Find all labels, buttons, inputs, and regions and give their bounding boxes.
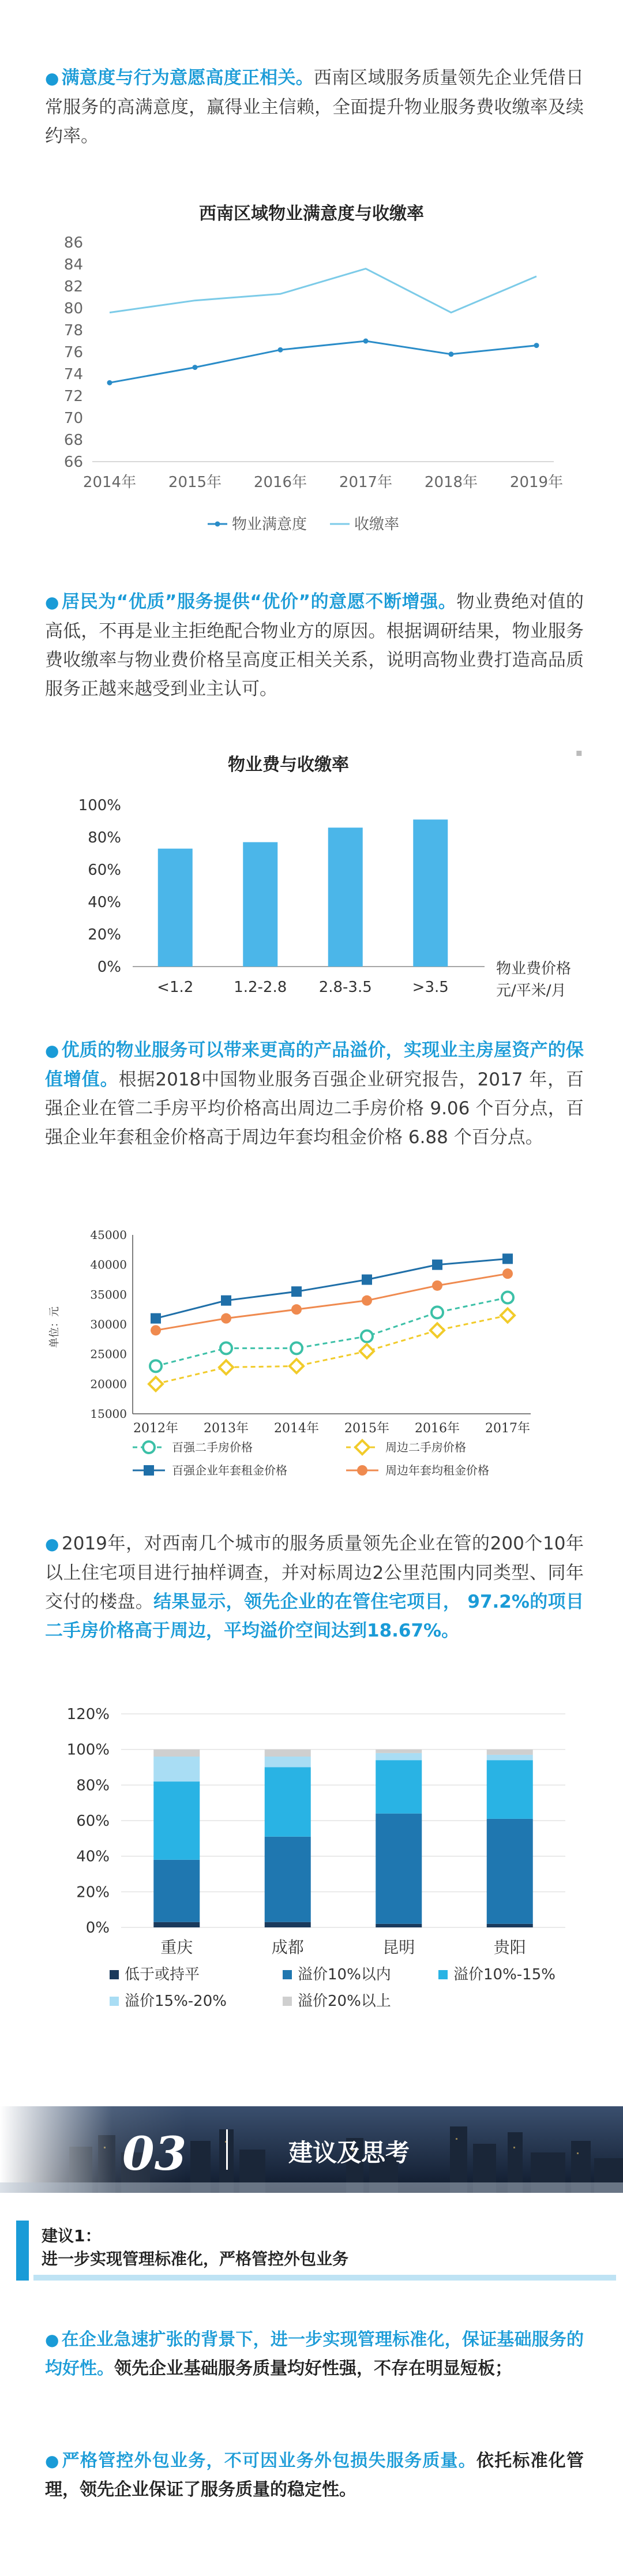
data-point <box>291 1286 302 1297</box>
bar <box>158 849 193 967</box>
bar-segment <box>265 1750 311 1757</box>
bar-segment <box>487 1755 533 1760</box>
corner-mark: ▪ <box>575 747 583 759</box>
x-tick-label: >3.5 <box>412 979 449 996</box>
legend-swatch <box>110 1970 119 1979</box>
data-point <box>501 1309 515 1323</box>
data-point <box>360 1345 374 1358</box>
chart-title: 物业费与收缴率 <box>228 755 349 775</box>
y-tick-label: 40000 <box>90 1257 127 1272</box>
y-tick-label: 82 <box>63 278 83 295</box>
city-skyline-image <box>0 2106 623 2193</box>
advice-bullet-1-body: 领先企业基础服务质量均好性强，不存在明显短板； <box>114 2358 512 2379</box>
x-tick-label: 2016年 <box>415 1421 460 1436</box>
bar <box>328 828 363 967</box>
y-tick-label: 100% <box>78 797 121 814</box>
chart-title: 西南区域物业满意度与收缴率 <box>199 204 424 224</box>
advice-text: 进一步实现管理标准化，严格管控外包业务 <box>42 2249 349 2268</box>
bar-segment <box>376 1924 422 1927</box>
bar-segment <box>153 1750 200 1757</box>
x-tick-label: 2013年 <box>204 1421 249 1436</box>
banner-divider <box>226 2129 228 2170</box>
legend-marker <box>215 522 220 527</box>
legend-swatch <box>283 1970 292 1979</box>
x-tick-label: 2015年 <box>344 1421 389 1436</box>
y-tick-label: 40% <box>88 894 121 911</box>
chart-fee-collection <box>35 739 600 1004</box>
bullet-dot-icon: ● <box>45 2451 60 2470</box>
x-tick-label: 2014年 <box>82 474 137 491</box>
data-point <box>193 365 198 370</box>
legend-marker <box>355 1440 369 1454</box>
bar-segment <box>153 1860 200 1922</box>
bar-segment <box>153 1781 200 1860</box>
y-tick-label: 68 <box>63 432 83 449</box>
y-tick-label: 40% <box>76 1848 110 1866</box>
y-tick-label: 30000 <box>90 1317 127 1331</box>
advice-bullet-1-lead: 在企业急速扩张的背景下，进一步实现管理标准化，保证基础服务的均好性。 <box>45 2330 584 2379</box>
section-3-text <box>45 1036 584 1152</box>
series-line-2 <box>156 1259 508 1318</box>
x-tick-label: 重庆 <box>160 1938 193 1957</box>
legend-swatch <box>283 1997 292 2006</box>
section-2-text <box>45 587 584 703</box>
y-tick-label: 100% <box>66 1741 110 1759</box>
data-point <box>432 1280 442 1291</box>
x-tick-label: <1.2 <box>157 979 194 996</box>
x-tick-label: 2017年 <box>339 474 393 491</box>
y-tick-label: 45000 <box>90 1228 127 1242</box>
bar-segment <box>265 1837 311 1922</box>
y-tick-label: 76 <box>63 344 83 361</box>
legend-label: 周边二手房价格 <box>385 1440 466 1454</box>
y-tick-label: 20000 <box>90 1377 127 1391</box>
bar-segment <box>487 1924 533 1927</box>
chart-premium-distribution <box>35 1697 588 2043</box>
x-axis-label-line2: 元/平米/月 <box>496 982 566 999</box>
data-point <box>219 1360 233 1374</box>
bar-segment <box>487 1760 533 1819</box>
bar-segment <box>265 1757 311 1768</box>
legend-label: 溢价10%以内 <box>298 1966 391 1983</box>
x-tick-label: 2016年 <box>253 474 307 491</box>
section-2-lead: 居民为“优质”服务提供“优价”的意愿不断增强。 <box>62 591 457 612</box>
legend-label: 溢价15%-20% <box>125 1993 227 2010</box>
bar-segment <box>376 1753 422 1760</box>
data-point <box>221 1313 231 1324</box>
section-4-lead: 结果显示，领先企业的在管住宅项目， 97.2%的项目二手房价格高于周边，平均溢价空间达到18.67%。 <box>45 1592 584 1641</box>
series-line-0 <box>110 341 536 383</box>
x-tick-label: 昆明 <box>382 1938 415 1957</box>
legend-swatch <box>110 1997 119 2006</box>
series-line-1 <box>110 269 536 313</box>
y-tick-label: 84 <box>63 256 83 274</box>
y-tick-label: 80 <box>63 300 83 317</box>
data-point <box>502 1253 513 1264</box>
section-2-body: 物业费绝对值的高低，不再是业主拒绝配合物业方的原因。根据调研结果，物业服务费收缴率与物业费价格呈高度正相关关系，说明高物业费打造高品质服务正越来越受到业主认可。 <box>45 591 584 699</box>
legend-label: 溢价20%以上 <box>298 1993 391 2010</box>
x-tick-label: 成都 <box>271 1938 304 1957</box>
data-point <box>361 1331 373 1342</box>
data-point <box>362 1275 372 1285</box>
data-point <box>278 347 283 353</box>
advice-bullet-2 <box>45 2447 584 2504</box>
legend-label: 溢价10%-15% <box>453 1966 556 1983</box>
data-point <box>502 1268 513 1279</box>
banner-number: 03 <box>122 2126 187 2181</box>
data-point <box>150 1360 162 1372</box>
y-tick-label: 80% <box>88 829 121 847</box>
y-tick-label: 80% <box>76 1777 110 1795</box>
y-tick-label: 20% <box>76 1884 110 1901</box>
y-tick-label: 60% <box>88 862 121 879</box>
bar-segment <box>376 1750 422 1753</box>
bullet-dot-icon: ● <box>45 1534 60 1553</box>
y-tick-label: 60% <box>76 1813 110 1830</box>
data-point <box>291 1304 302 1315</box>
section-3-lead: 优质的物业服务可以带来更高的产品溢价，实现业主房屋资产的保值增值。 <box>45 1040 584 1090</box>
bar-segment <box>265 1768 311 1837</box>
bar-segment <box>153 1757 200 1781</box>
bullet-dot-icon: ● <box>45 1041 59 1060</box>
bullet-dot-icon: ● <box>45 593 60 612</box>
y-tick-label: 86 <box>63 234 83 252</box>
series-line-3 <box>156 1274 508 1330</box>
y-tick-label: 20% <box>88 926 121 943</box>
bar-segment <box>265 1922 311 1927</box>
y-tick-label: 78 <box>63 322 83 339</box>
section-1-lead: 满意度与行为意愿高度正相关。 <box>61 68 314 88</box>
data-point <box>151 1325 161 1335</box>
data-point <box>449 351 454 357</box>
section-banner <box>0 2106 623 2193</box>
y-tick-label: 0% <box>97 958 121 976</box>
advice-bullet-2-lead: 严格管控外包业务，不可因业务外包损失服务质量。 <box>62 2451 476 2471</box>
legend-label: 收缴率 <box>354 516 400 533</box>
bar-segment <box>487 1819 533 1924</box>
y-tick-label: 35000 <box>90 1287 127 1302</box>
advice-box <box>16 2221 616 2281</box>
x-tick-label: 2014年 <box>274 1421 319 1436</box>
x-tick-label: 2015年 <box>168 474 222 491</box>
series-line-1 <box>156 1316 508 1384</box>
x-tick-label: 2019年 <box>509 474 564 491</box>
section-4-text <box>45 1529 584 1645</box>
legend-label: 百强二手房价格 <box>172 1440 253 1454</box>
data-point <box>362 1296 372 1306</box>
x-tick-label: 2018年 <box>424 474 478 491</box>
data-point <box>290 1359 303 1373</box>
bar-segment <box>376 1814 422 1924</box>
advice-bullet-2-body: 依托标准化管理，领先企业保证了服务质量的稳定性。 <box>45 2451 584 2500</box>
legend-label: 物业满意度 <box>232 516 307 533</box>
y-tick-label: 25000 <box>90 1347 127 1361</box>
y-tick-label: 70 <box>63 410 83 427</box>
data-point <box>430 1323 444 1337</box>
x-axis-label-line1: 物业费价格 <box>496 960 572 978</box>
data-point <box>534 343 539 348</box>
data-point <box>221 1296 231 1306</box>
data-point <box>291 1342 302 1354</box>
y-tick-label: 74 <box>63 366 83 383</box>
x-tick-label: 贵阳 <box>493 1938 526 1957</box>
x-tick-label: 2017年 <box>485 1421 530 1436</box>
bar <box>243 842 277 967</box>
data-point <box>149 1377 163 1391</box>
series-line-0 <box>156 1298 508 1366</box>
legend-marker <box>144 1465 154 1476</box>
data-point <box>220 1342 232 1354</box>
y-axis-label: 单位：元 <box>48 1306 61 1348</box>
section-3-body: 根据2018中国物业服务百强企业研究报告，2017 年，百强企业在管二手房平均价格高出周边二手房价格 9.06 个百分点，百强企业年套租金价格高于周边年套均租金价格 6.88 个百分点。 <box>45 1069 584 1148</box>
legend-marker <box>357 1465 367 1476</box>
y-tick-label: 66 <box>63 454 83 471</box>
data-point <box>363 339 369 344</box>
data-point <box>502 1292 513 1304</box>
x-tick-label: 2012年 <box>133 1421 178 1436</box>
bar-segment <box>153 1922 200 1927</box>
section-1-body: 西南区域服务质量领先企业凭借日常服务的高满意度，赢得业主信赖，全面提升物业服务费收缴率及续约率。 <box>45 68 584 147</box>
x-tick-label: 1.2-2.8 <box>234 979 287 996</box>
data-point <box>431 1306 443 1318</box>
data-point <box>107 380 112 385</box>
section-1-text <box>45 63 584 151</box>
advice-bullet-1 <box>45 2326 584 2383</box>
legend-label: 低于或持平 <box>125 1966 200 1983</box>
legend-label: 周边年套均租金价格 <box>385 1463 489 1477</box>
bar <box>413 819 448 967</box>
y-tick-label: 72 <box>63 388 83 405</box>
chart-satisfaction <box>35 190 588 548</box>
bar-segment <box>487 1750 533 1755</box>
bullet-dot-icon: ● <box>45 2330 59 2349</box>
x-tick-label: 2.8-3.5 <box>318 979 372 996</box>
chart-house-price <box>35 1218 588 1495</box>
y-tick-label: 0% <box>85 1919 110 1937</box>
data-point <box>432 1260 442 1270</box>
data-point <box>151 1313 161 1324</box>
banner-title: 建议及思考 <box>288 2139 410 2167</box>
bullet-dot-icon: ● <box>45 69 59 88</box>
legend-swatch <box>438 1970 448 1979</box>
legend-label: 百强企业年套租金价格 <box>172 1463 287 1477</box>
bar-segment <box>376 1760 422 1814</box>
legend-marker <box>143 1441 155 1453</box>
section-4-pre: 2019年，对西南几个城市的服务质量领先企业在管的200个10年以上住宅项目进行抽样调查，并对标周边2公里范围内同类型、同年交付的楼盘。 <box>45 1533 584 1612</box>
y-tick-label: 15000 <box>90 1407 127 1421</box>
y-tick-label: 120% <box>66 1706 110 1723</box>
advice-label: 建议1： <box>42 2226 102 2245</box>
